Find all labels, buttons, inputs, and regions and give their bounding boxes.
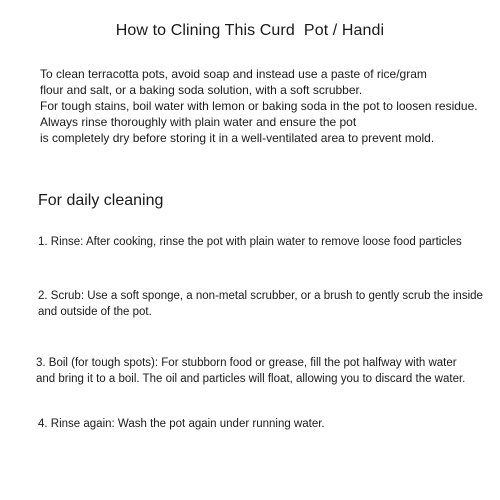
intro-line: For tough stains, boil water with lemon or baking soda in the pot to loosen residue. xyxy=(40,99,478,113)
section-heading: For daily cleaning xyxy=(38,192,164,209)
intro-line: flour and salt, or a baking soda solution, with a soft scrubber. xyxy=(40,83,363,97)
step-rinse-again xyxy=(38,416,325,432)
step-line: 3. Boil (for tough spots): For stubborn food or grease, fill the pot halfway with water xyxy=(36,357,457,369)
step-boil xyxy=(36,355,465,387)
intro-line: Always rinse thoroughly with plain water and ensure the pot xyxy=(40,115,357,129)
intro-line: is completely dry before storing it in a well-ventilated area to prevent mold. xyxy=(40,131,435,145)
step-line: 4. Rinse again: Wash the pot again under running water. xyxy=(38,418,325,430)
step-line: and bring it to a boil. The oil and particles will float, allowing you to discard the water. xyxy=(36,373,466,385)
step-rinse xyxy=(38,234,462,250)
intro-line: To clean terracotta pots, avoid soap and instead use a paste of rice/gram xyxy=(40,67,427,81)
step-line: 1. Rinse: After cooking, rinse the pot with plain water to remove loose food particles xyxy=(38,236,462,248)
step-line: 2. Scrub: Use a soft sponge, a non-metal scrubber, or a brush to gently scrub the inside xyxy=(38,290,483,302)
step-line: and outside of the pot. xyxy=(38,306,152,318)
page-title: How to Clining This Curd Pot / Handi xyxy=(115,22,385,39)
intro-paragraph xyxy=(40,66,490,146)
step-scrub xyxy=(38,288,483,320)
